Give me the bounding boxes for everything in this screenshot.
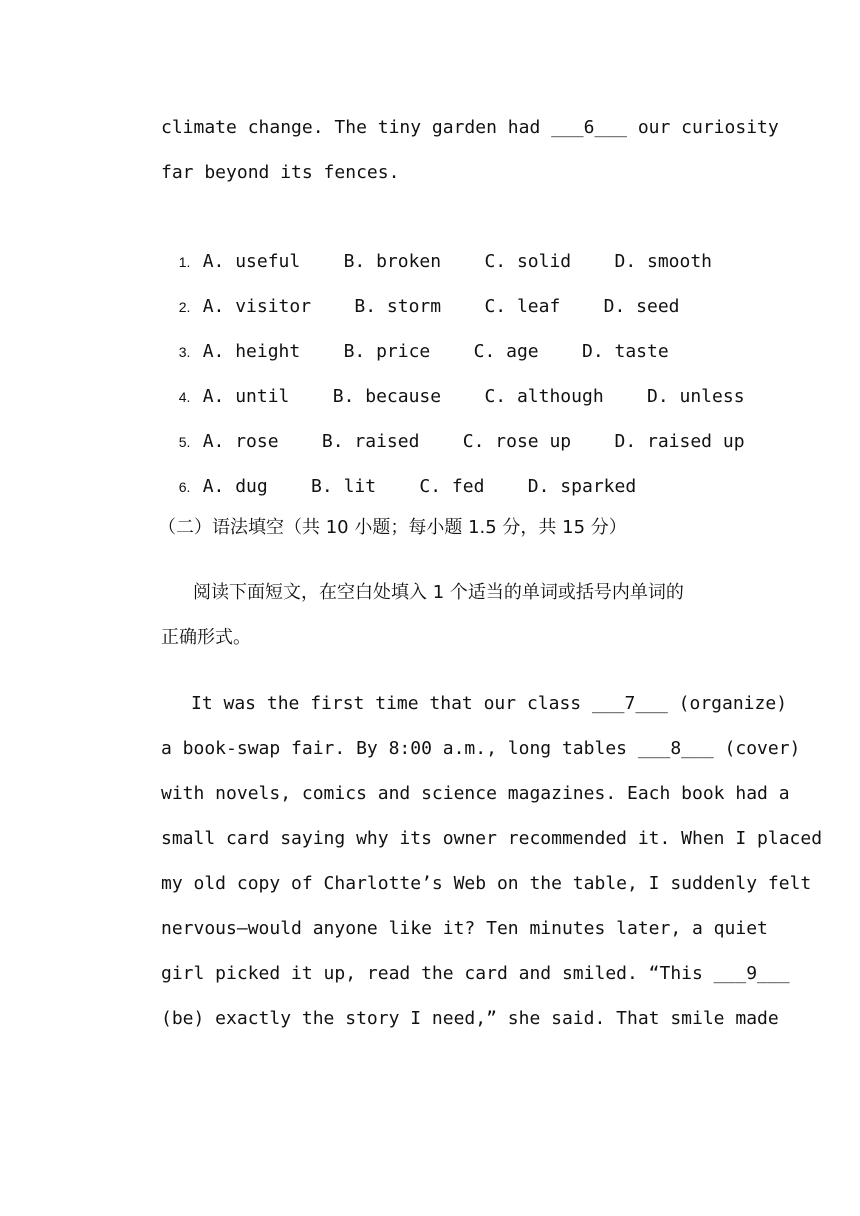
passage-line: (be) exactly the story I need,” she said. That smile made — [161, 1008, 779, 1029]
option-choices: A. until B. because C. although D. unless — [202, 386, 745, 407]
passage-line: with novels, comics and science magazines. Each book had a — [161, 783, 790, 804]
instructions-line: 阅读下面短文，在空白处填入 1 个适当的单词或括号内单词的 — [193, 582, 684, 603]
option-row-1 — [157, 226, 712, 274]
passage-line: a book-swap fair. By 8:00 a.m., long tables ___8___ (cover) — [161, 738, 801, 759]
option-choices: A. dug B. lit C. fed D. sparked — [202, 476, 637, 497]
passage-line: far beyond its fences. — [161, 162, 400, 183]
passage-line: climate change. The tiny garden had ___6___ our curiosity — [161, 117, 779, 138]
option-number: 3. — [178, 344, 191, 360]
option-row-3 — [157, 316, 669, 364]
option-number: 5. — [178, 434, 191, 450]
passage-line: nervous—would anyone like it? Ten minutes later, a quiet — [161, 918, 768, 939]
instructions-line: 正确形式。 — [161, 627, 251, 648]
passage-line: my old copy of Charlotte’s Web on the table, I suddenly felt — [161, 873, 812, 894]
option-row-6 — [157, 451, 636, 499]
option-choices: A. useful B. broken C. solid D. smooth — [202, 251, 713, 272]
option-number: 6. — [178, 479, 191, 495]
section-heading: （二）语法填空（共 10 小题；每小题 1.5 分，共 15 分） — [158, 517, 627, 538]
option-number: 4. — [178, 389, 191, 405]
option-choices: A. visitor B. storm C. leaf D. seed — [202, 296, 680, 317]
option-choices: A. height B. price C. age D. taste — [202, 341, 669, 362]
option-number: 1. — [178, 254, 191, 270]
option-choices: A. rose B. raised C. rose up D. raised up — [202, 431, 745, 452]
passage-line: small card saying why its owner recommended it. When I placed — [161, 828, 823, 849]
passage-line: It was the first time that our class ___7___ (organize) — [191, 693, 788, 714]
option-number: 2. — [178, 299, 191, 315]
option-row-5 — [157, 406, 745, 454]
passage-line: girl picked it up, read the card and smiled. “This ___9___ — [161, 963, 790, 984]
option-row-4 — [157, 361, 745, 409]
option-row-2 — [157, 271, 680, 319]
